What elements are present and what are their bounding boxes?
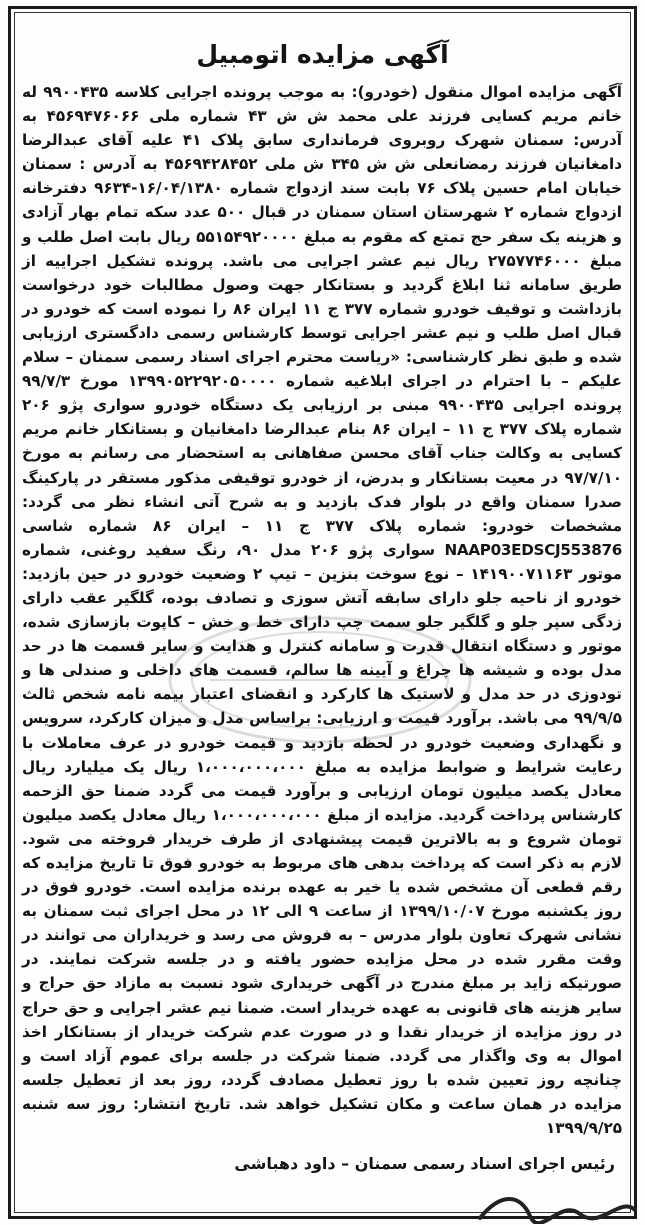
notice-signature: رئیس اجرای اسناد رسمی سمنان – داود دهباشی <box>234 1154 615 1173</box>
notice-title: آگهی مزایده اتومبیل <box>196 40 449 69</box>
notice-body <box>22 80 622 1140</box>
handwritten-mark <box>470 1188 640 1224</box>
notice-paragraph: آگهی مزایده اموال منقول (خودرو): به موجب پرونده اجرایی کلاسه ۹۹۰۰۴۳۵ له خانم مریم کسایی فرزند علی محمد ش ش ۴۳ شماره ملی ۴۵۶۹۴۷۶۰۶۶ به آدرس: سمنان شهرک روبروی فرمانداری سابق پلاک ۴۱ علیه آقای عبدالرضا دامغانیان فرزند رمضانعلی ش ش ۳۴۵ ش ملی ۴۵۶۹۴۲۸۴۵۲ به آدرس : سمنان خیابان امام حسین پلاک ۷۶ بابت سند ازدواج شماره ۱۶/۰۴/۱۳۸۰-۹۶۳۴ دفترخانه ازدواج شماره ۲ شهرستان استان سمنان در قبال ۵۰۰ عدد سکه تمام بهار آزادی و هزینه یک سفر حج تمتع که مقوم به مبلغ ۵۵۱۵۴۹۲۰۰۰۰ ریال بابت اصل طلب و مبلغ ۲۷۵۷۷۴۶۰۰۰ ریال نیم عشر اجرایی می باشد. پرونده تشکیل اجراییه از طریق سامانه ثنا ابلاغ گردید و بستانکار جهت وصول مطالبات خود درخواست بازداشت و توقیف خودرو شماره ۳۷۷ ج ۱۱ ایران ۸۶ را نموده است که خودرو در قبال اصل طلب و نیم عشر اجرایی توسط کارشناس رسمی دادگستری ارزیابی شده و طبق نظر کارشناسی: «ریاست محترم اجرای اسناد رسمی سمنان – سلام علیکم – با احترام در اجرای ابلاغیه شماره ۱۳۹۹۰۵۲۲۹۲۰۵۰۰۰۰ مورخ ۹۹/۷/۳ پرونده اجرایی ۹۹۰۰۴۳۵ مبنی بر ارزیابی یک دستگاه خودرو سواری پژو ۲۰۶ شماره پلاک ۳۷۷ ج ۱۱ – ایران ۸۶ بنام عبدالرضا دامغانیان و بستانکار خانم مریم کسایی به وکالت جناب آقای محسن صفاهانی به استحضار می رسانم به مورخ ۹۷/۷/۱۰ در معیت بستانکار و بدرض، از خودرو توقیفی مذکور مستقر در پارکینگ صدرا سمنان واقع در بلوار فدک بازدید و به شرح آتی انشاء نظر می گردد: مشخصات خودرو: شماره پلاک ۳۷۷ ج ۱۱ – ایران ۸۶ شماره شاسی NAAP03EDSCJ553876 سواری پژو ۲۰۶ مدل ۹۰، رنگ سفید روغنی، شماره موتور ۱۴۱۹۰۰۷۱۱۶۳ – نوع سوخت بنزین – تیپ ۲ وضعیت خودرو در حین بازدید: خودرو از ناحیه جلو دارای سابقه آتش سوزی و تصادف بوده، گلگیر عقب دارای زدگی سپر جلو و گلگیر جلو سمت چپ دارای خط و خش – کاپوت بازسازی شده، موتور و دستگاه انتقال قدرت و سامانه کنترل و هدایت و سایر قسمت ها در حد مدل بوده و شیشه ها چراغ و آیینه ها سالم، قسمت های داخلی و صندلی ها و تودوزی در حد مدل و لاستیک ها کارکرد و انقضای اعتبار بیمه نامه شخص ثالث ۹۹/۹/۵ می باشد. برآورد قیمت و ارزیابی: براساس مدل و میزان کارکرد، سرویس و نگهداری وضعیت خودرو در لحظه بازدید و قیمت خودرو در عرف معاملات با رعایت شرایط و ضوابط مزایده به مبلغ ۱،۰۰۰،۰۰۰،۰۰۰ ریال یک میلیارد ریال معادل یکصد میلیون تومان ارزیابی و برآورد قیمت می گردد ضمنا حق الزحمه کارشناس پرداخت گردید. مزایده از مبلغ ۱،۰۰۰،۰۰۰،۰۰۰ ریال معادل یکصد میلیون تومان شروع و به بالاترین قیمت پیشنهادی از طرف خریدار فروخته می شود. لازم به ذکر است که پرداخت بدهی های مربوط به خودرو فوق تا تاریخ مزایده که رقم قطعی آن مشخص شده یا خیر به عهده برنده مزایده است. خودرو فوق در روز یکشنبه مورخ ۱۳۹۹/۱۰/۰۷ از ساعت ۹ الی ۱۲ در محل اجرای ثبت سمنان به نشانی شهرک تعاون بلوار مدرس – به فروش می رسد و خریداران می توانند در وقت مقرر شده در محل مزایده حضور یافته و در جلسه شرکت نمایند. در صورتیکه زاید بر مبلغ مندرج در آگهی خریداری شود نسبت به مازاد حق حراج و سایر هزینه های قانونی به عهده خریدار است. ضمنا نیم عشر اجرایی و حق حراج در روز مزایده از خریدار نقدا و در صورت عدم شرکت خریدار از بستانکار اخذ اموال به وی واگذار می گردد. ضمنا شرکت در جلسه برای عموم آزاد است و چنانچه روز تعیین شده با روز تعطیل مصادف گردد، روز بعد از تعطیل جلسه مزایده در همان ساعت و مکان تشکیل خواهد شد. تاریخ انتشار: روز سه شنبه ۱۳۹۹/۹/۲۵ <box>22 83 623 1138</box>
